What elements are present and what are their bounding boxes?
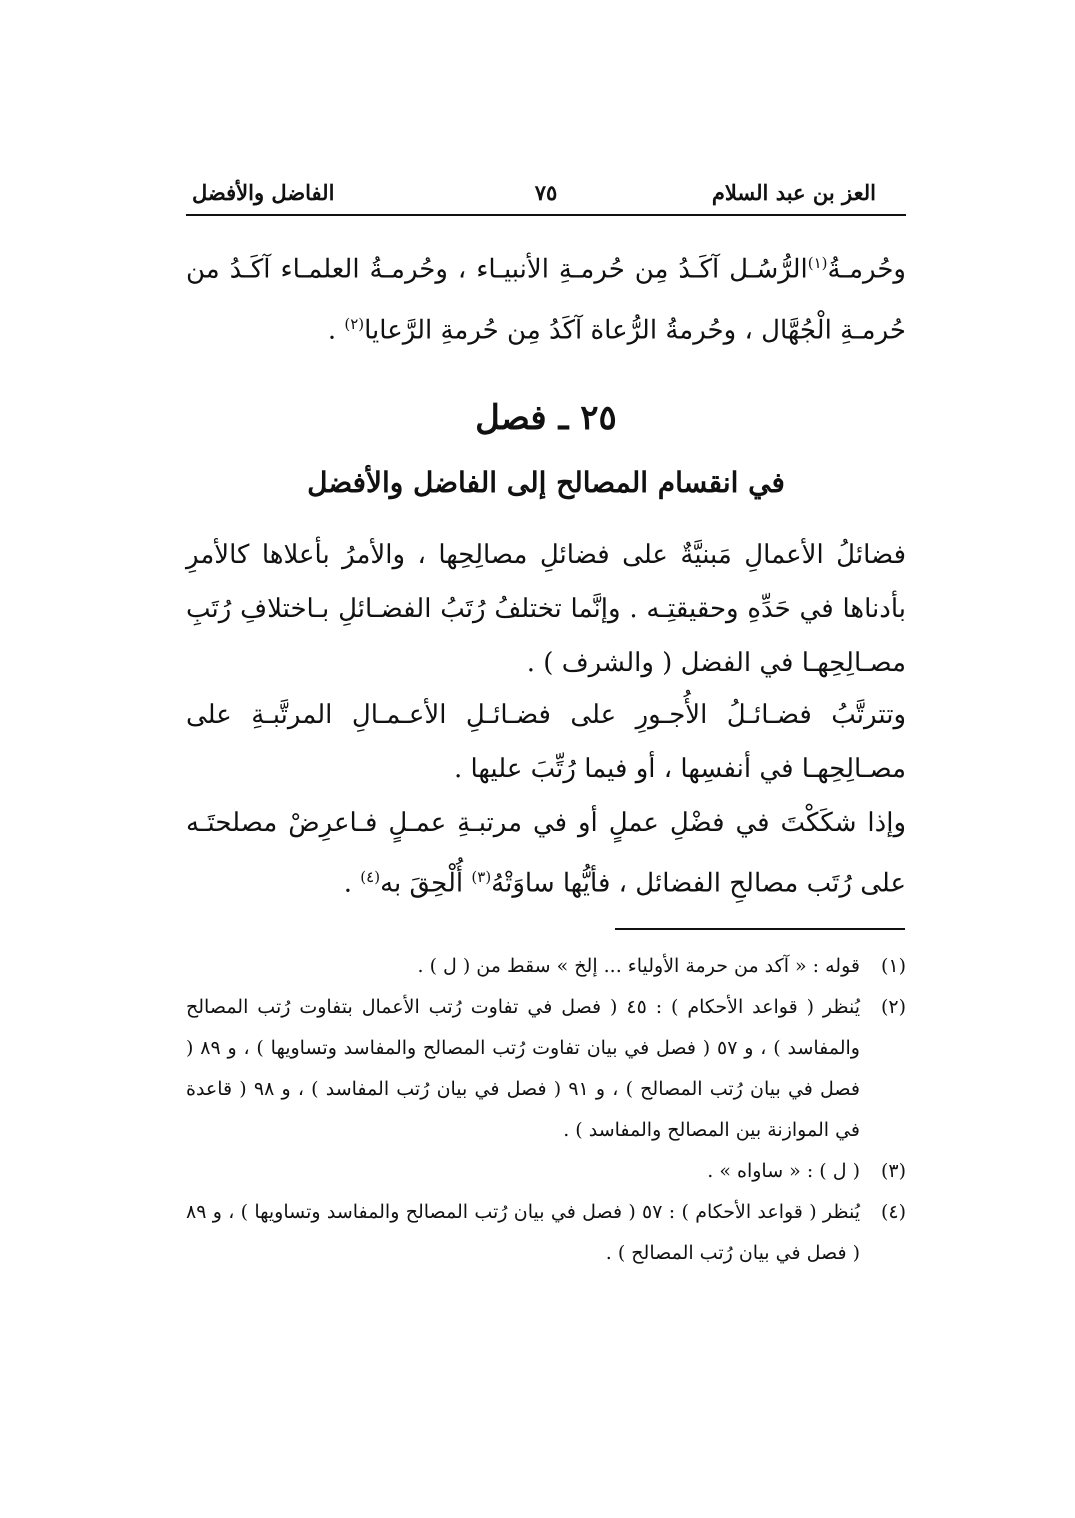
body-paragraph-2: وتترتَّبُ فضـائـلُ الأُجـورِ على فضـائـلِ الأعـمـالِ المرتَّبـةِ على مصـالِحِهـا في أنفسِها ، أو فيما رُتِّبَ عليها . bbox=[186, 700, 906, 784]
footnote-text: يُنظر ( قواعد الأحكام ) : ٤٥ ( فصل في تفاوت رُتب الأعمال بتفاوت رُتب المصالح والمفاسد ) ، و ٥٧ ( فصل في بيان تفاوت رُتب المصالح والمفاسد وتساويها ) ، و ٨٩ ( فصل في بيان رُتب المصالح ) ، و ٩١ ( فصل في بيان رُتب المفاسد ) ، و ٩٨ ( قاعدة في الموازنة بين المصالح والمفاسد ) . bbox=[186, 996, 861, 1141]
footnote-ref-1[interactable]: (١) bbox=[807, 254, 828, 272]
footnote-number: (١) bbox=[880, 955, 906, 977]
intro-paragraph bbox=[186, 236, 906, 357]
footnote-text: يُنظر ( قواعد الأحكام ) : ٥٧ ( فصل في بيان رُتب المصالح والمفاسد وتساويها ) ، و ٨٩ ( فصل في بيان رُتب المصالح ) . bbox=[186, 1201, 860, 1264]
footnote-number: (٤) bbox=[880, 1201, 906, 1223]
intro-text-3: . bbox=[327, 315, 345, 346]
header-book-title: الفاضل والأفضل bbox=[192, 180, 335, 205]
p3-text-c: . bbox=[343, 868, 361, 899]
header-author: العز بن عبد السلام bbox=[711, 180, 876, 205]
footnote-text: ( ل ) : « ساواه » . bbox=[707, 1160, 860, 1182]
body-paragraph-1: فضائلُ الأعمالِ مَبنيَّةٌ على فضائلِ مصالِحِها ، والأمرُ بأعلاها كالأمرِ بأدناها في حَدِّهِ وحقيقتِـه . وإنَّما تختلفُ رُتَبُ الفضـائلِ بـاختلافِ رُتَبِ مصـالِحِهـا في الفضل ( والشرف ) . bbox=[186, 540, 906, 678]
footnote-number: (٣) bbox=[880, 1160, 906, 1182]
intro-text-2: الرُّسُـل آكَـدُ مِن حُرمـةِ الأنبيـاء ، وحُرمـةُ العلمـاء آكَـدُ من حُرمـةِ الْجُهَّال ، وحُرمةُ الرُّعاة آكَدُ مِن حُرمةِ الرَّعايا bbox=[186, 254, 906, 346]
footnote-2 bbox=[186, 987, 906, 1151]
body-paragraph-3 bbox=[186, 796, 906, 911]
running-header bbox=[186, 178, 906, 216]
footnotes bbox=[186, 946, 906, 1274]
intro-text-1: وحُرمـةُ bbox=[827, 254, 906, 285]
footnote-4 bbox=[186, 1192, 906, 1274]
footnote-ref-3[interactable]: (٣) bbox=[471, 868, 492, 886]
footnote-1 bbox=[186, 946, 906, 987]
footnote-divider bbox=[615, 928, 905, 930]
page-number: ٧٥ bbox=[534, 180, 558, 205]
footnote-ref-4[interactable]: (٤) bbox=[360, 868, 381, 886]
footnote-3 bbox=[186, 1151, 906, 1192]
footnote-text: قوله : « آكد من حرمة الأولياء ... إلخ » سقط من ( ل ) . bbox=[417, 955, 860, 977]
section-subtitle: في انقسام المصالح إلى الفاضل والأفضل bbox=[307, 466, 785, 499]
p3-text-a: وإذا شكَكْتَ في فضْلِ عملٍ أو في مرتبـةِ عمـلٍ فـاعرِضْ مصلحتَـه على رُتَب مصالحِ الفضائل ، فأيُّها ساوَتْهُ bbox=[186, 808, 906, 899]
p3-text-b: أُلْحِقَ به bbox=[380, 868, 472, 899]
section-title: ٢٥ ـ فصل bbox=[475, 398, 617, 438]
footnote-number: (٢) bbox=[880, 996, 906, 1018]
footnote-ref-2[interactable]: (٢) bbox=[344, 314, 365, 333]
